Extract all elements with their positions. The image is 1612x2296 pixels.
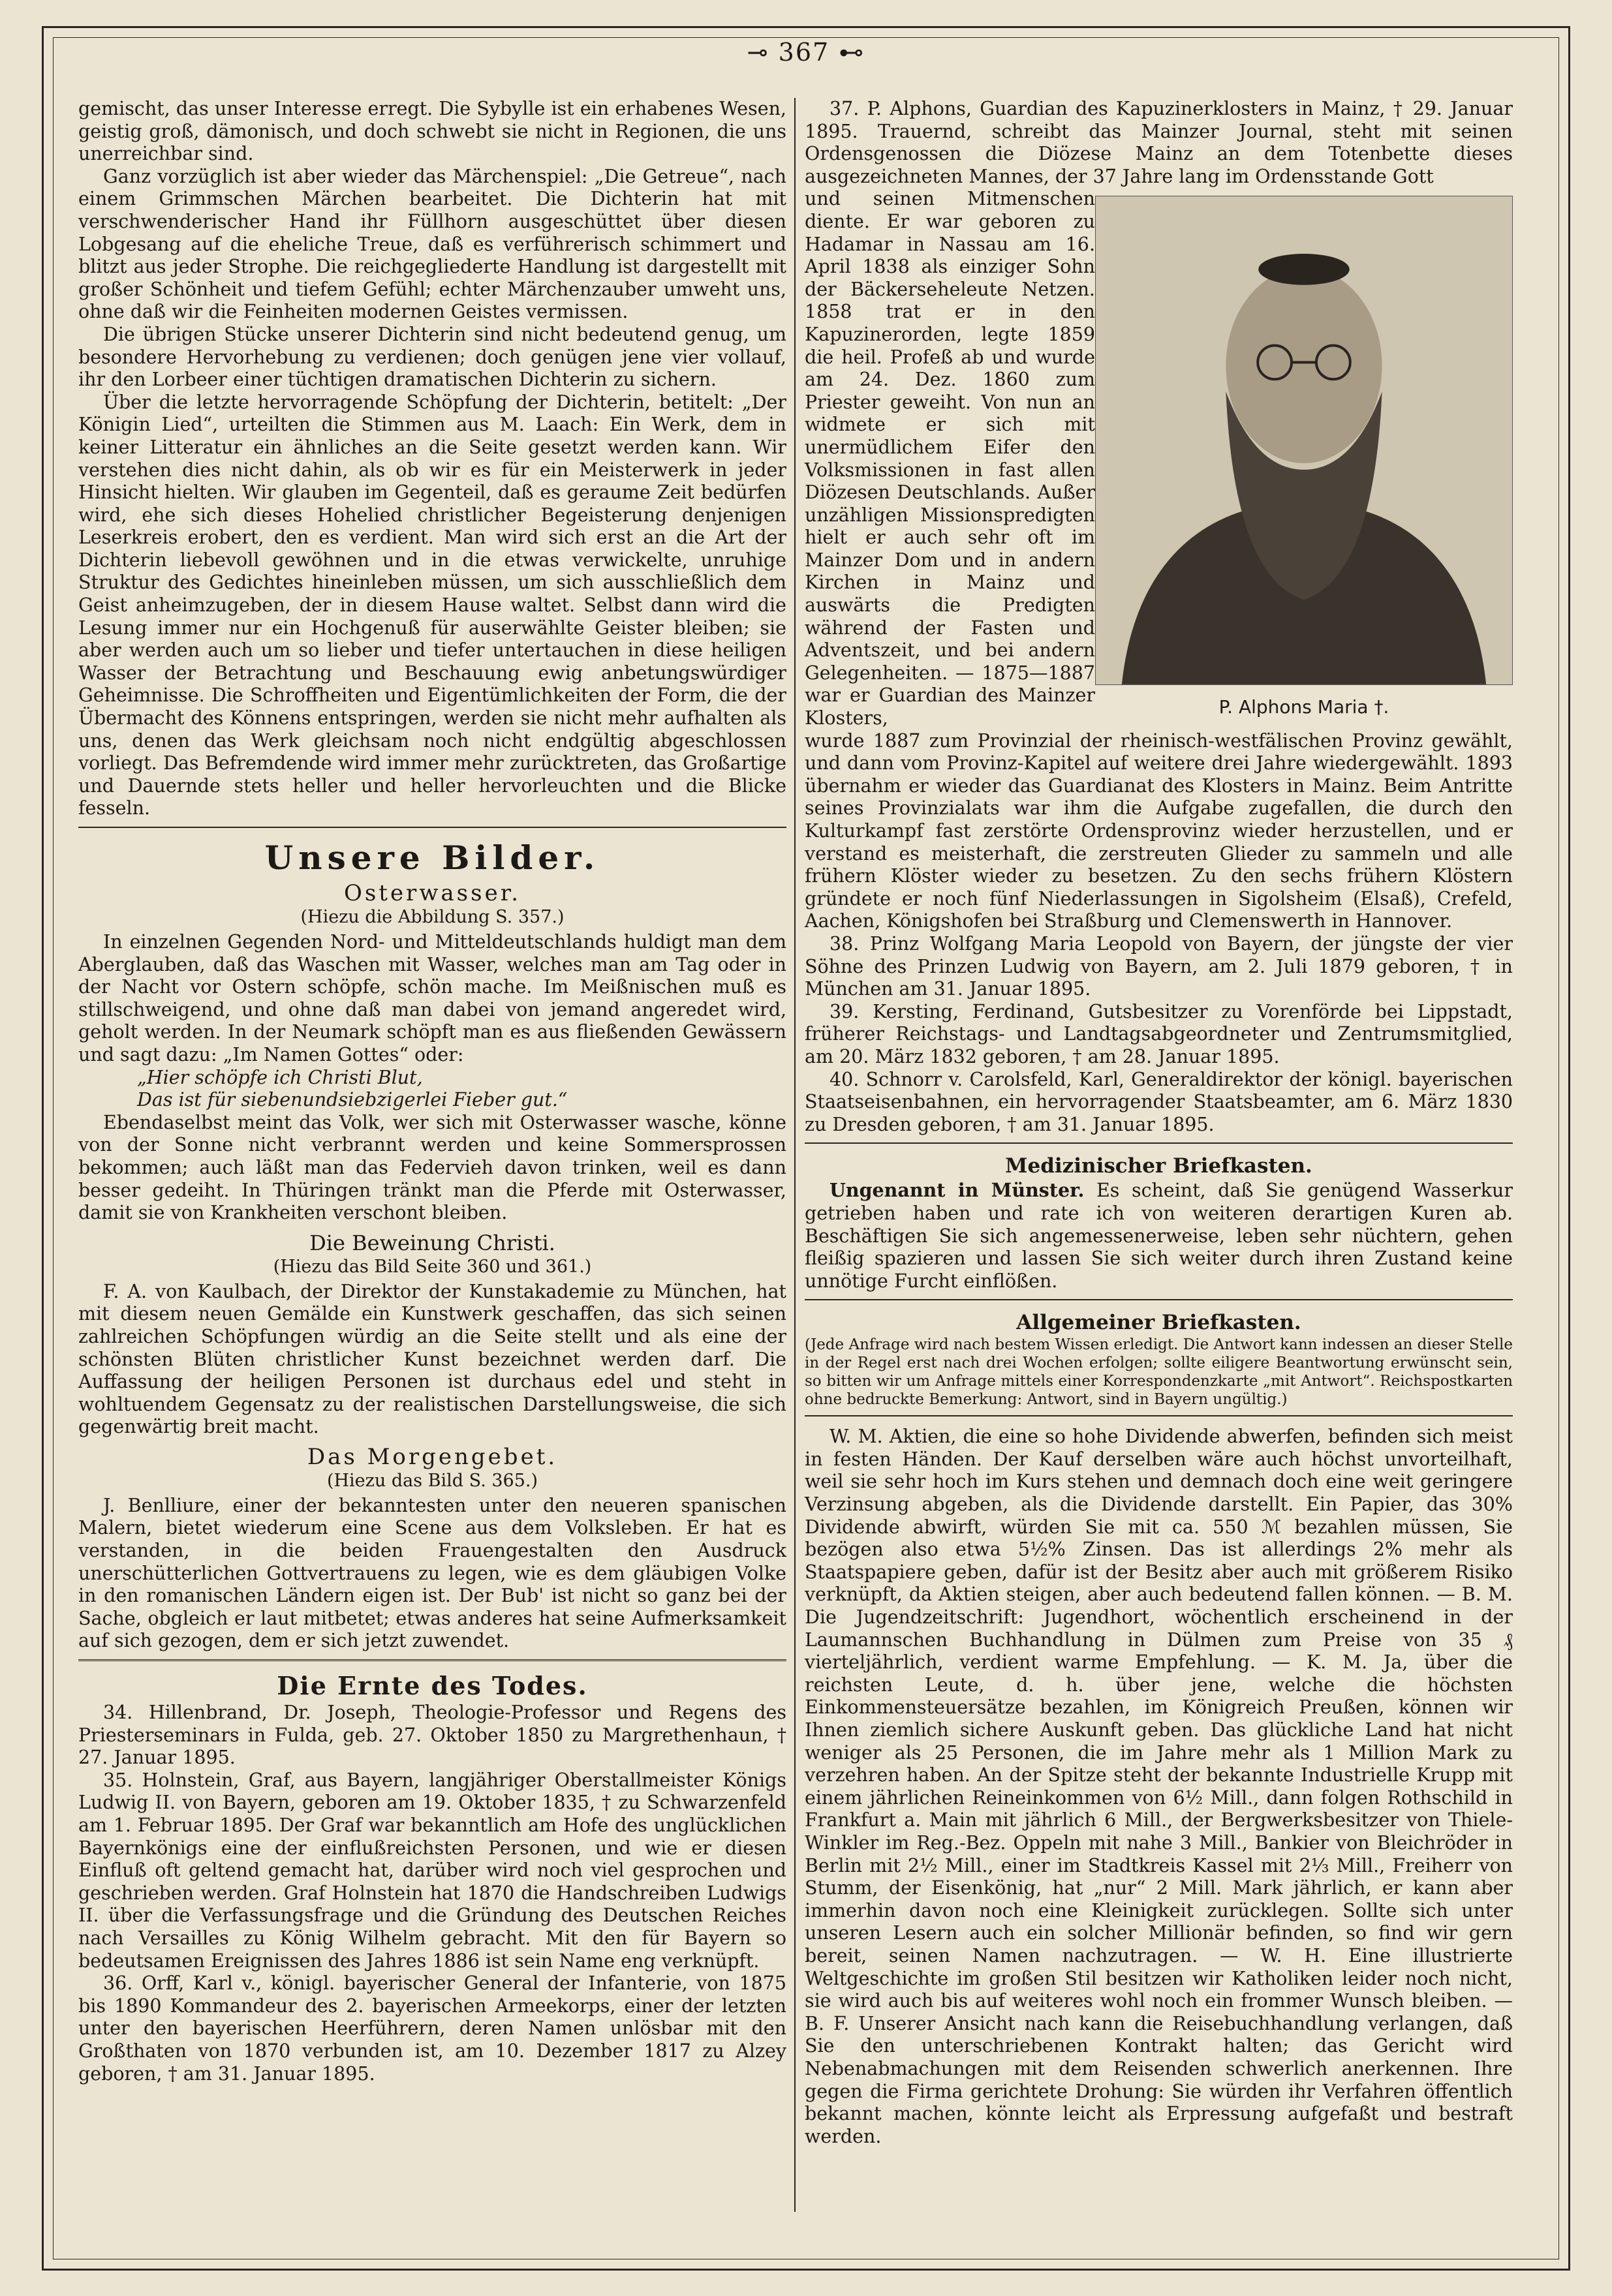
letterbox-replies: W. M. Aktien, die eine so hohe Dividende abwerfen, befinden sich meist in festen Händen. Der Kauf derselben wäre auch höchst unvorteilhaft, weil sie sehr hoch im Kurs stehen und demnach doch eine weit geringere Verzinsung abgeben, als die Dividende darstellt. Ein Papier, das 30% Dividende abwirft, würden Sie mit ca. 550 ℳ bezahlen müssen, Sie bezögen also etwa 5½% Zinsen. Das ist allerdings 2% mehr als Staatspapiere geben, dafür ist der Besitz aber auch mit größerem Risiko verknüpft, da Aktien steigen, aber auch bedeutend fallen können. — B. M. Die Jugendzeitschrift: Jugendhort, wöchentlich erscheinend in der Laumannschen Buchhandlung in Dülmen zum Preise von 35 ₰ vierteljährlich, verdient warme Empfehlung. — K. M. Ja, über die reichsten Leute, d. h. über jene, welche die höchsten Einkommensteuersätze bezahlen, im Königreich Preußen, können wir Ihnen ziemlich sichere Auskunft geben. Das glückliche Land hat nicht weniger als 25 Personen, die im Jahre mehr als 1 Million Mark zu verzehren haben. An der Spitze steht der bekannte Industrielle Krupp mit einem jährlichen Reineinkommen von 6½ Mill., dann folgen Rothschild in Frankfurt a. Main mit jährlich 6 Mill., der Bergwerksbesitzer von Thiele-Winkler im Reg.-Bez. Oppeln mit nahe 3 Mill., Bankier von Bleichröder in Berlin mit 2½ Mill., einer im Stadtkreis Kassel mit 2⅓ Mill., Freiherr von Stumm, der Eisenkönig, hat „nur“ 2 Mill. Mark jährlich, er kann aber immerhin davon noch eine Kleinigkeit zurücklegen. Sollte sich unter unseren Lesern auch ein solcher Millionär befinden, so find wir gern bereit, seinen Namen nachzutragen. — W. H. Eine illustrierte Weltgeschichte im großen Stil besitzen wir Katholiken leider noch nicht, sie wird auch bis auf weiteres wohl noch ein frommer Wunsch bleiben. — B. F. Unserer Ansicht nach kann die Reisebuchhandlung verlangen, daß Sie den unterschriebenen Kontrakt halten; das Gericht wird Nebenabmachungen mit dem Reisenden schwerlich anerkennen. Ihre gegen die Firma gerichtete Drohung: Sie würden ihr Verfahren öffentlich bekannt machen, könnte leicht als Erpressung aufgefaßt und bestraft werden. bbox=[805, 1426, 1513, 2147]
page-number bbox=[0, 38, 1612, 67]
paragraph: Die übrigen Stücke unserer Dichterin sind nicht bedeutend genug, um besondere Hervorhebung zu verdienen; doch genügen jene vier vollauf, ihr den Lorbeer einer tüchtigen dramatischen Dichterin zu sichern. bbox=[78, 323, 786, 391]
portrait-image bbox=[1095, 196, 1513, 685]
column-divider bbox=[794, 98, 796, 2212]
letterbox-note: (Jede Anfrage wird nach bestem Wissen erledigt. Die Antwort kann indessen an dieser Stelle in der Regel erst nach drei Wochen erfolgen; sollte eiligere Beantwortung erwünscht sein, so bitten wir um Anfrage mittels einer Korrespondenzkarte „mit Antwort“. Reichspostkarten ohne bedruckte Bemerkung: Antwort, sind in Bayern ungültig.) bbox=[805, 1336, 1513, 1409]
obituary-entry: 35. Holnstein, Graf, aus Bayern, langjähriger Oberstallmeister Königs Ludwig II. von Bayern, geboren am 19. Oktober 1835, † zu Schwarzenfeld am 1. Februar 1895. Der Graf war bekanntlich am Hofe des unglücklichen Bayernkönigs eine der einflußreichsten Personen, und wie er diesen Einfluß oft geltend gemacht hat, darüber wird noch viel gesprochen und geschrieben werden. Graf Holnstein hat 1870 die Handschreiben Ludwigs II. über die Verfassungsfrage und die Gründung des Deutschen Reiches nach Versailles zu König Wilhelm gebracht. Mit den für Bayern so bedeutsamen Ereignissen des Jahres 1886 ist sein Name eng verknüpft. bbox=[78, 1769, 786, 1972]
paragraph: Ganz vorzüglich ist aber wieder das Märchenspiel: „Die Getreue“, nach einem Grimmschen Märchen bearbeitet. Die Dichterin hat mit verschwenderischer Hand ihr Füllhorn ausgeschüttet über diesen Lobgesang auf die eheliche Treue, daß es verführerisch schimmert und blitzt aus jeder Strophe. Die reichgegliederte Handlung ist dargestellt mit großer Schönheit und tiefem Gefühl; echter Märchenzauber umweht uns, ohne daß wir die Feinheiten modernen Geistes vermissen. bbox=[78, 165, 786, 323]
article-title-osterwasser: Osterwasser. bbox=[343, 880, 521, 906]
right-column bbox=[805, 98, 1513, 2148]
section-title-medizinischer-briefkasten: Medizinischer Briefkasten. bbox=[1005, 1154, 1312, 1178]
section-title-unsere-bilder: Unsere Bilder. bbox=[264, 838, 600, 877]
paragraph: F. A. von Kaulbach, der Direktor der Kunstakademie zu München, hat mit diesem neuen Gemälde ein Kunstwerk geschaffen, das sich seinen zahlreichen Schöpfungen würdig an die Seite stellt und als eine der schönsten Blüten christlicher Kunst bezeichnet werden darf. Die Auffassung der heiligen Personen ist durchaus edel und steht in wohltuendem Gegensatz zu der realistischen Darstellungsweise, die sich gegenwärtig breit macht. bbox=[78, 1280, 786, 1438]
left-column bbox=[78, 98, 786, 2085]
folio-ornament-right: ⊷ bbox=[839, 38, 865, 67]
section-title-allgemeiner-briefkasten: Allgemeiner Briefkasten. bbox=[1016, 1311, 1301, 1335]
obituary-entry: 36. Orff, Karl v., königl. bayerischer General der Infanterie, von 1875 bis 1890 Kommandeur des 2. bayerischen Armeekorps, einer der letzten unter den bayerischen Heerführern, deren Namen unlösbar mit den Großthaten von 1870 verbunden ist, am 10. Dezember 1817 zu Alzey geboren, † am 31. Januar 1895. bbox=[78, 1972, 786, 2085]
verse-line: „Hier schöpfe ich Christi Blut, bbox=[137, 1066, 423, 1088]
illustration-note: (Hiezu die Abbildung S. 357.) bbox=[300, 907, 565, 927]
paragraph: In einzelnen Gegenden Nord- und Mitteldeutschlands huldigt man dem Aberglauben, daß das Waschen mit Wasser, welches man am Tag oder in der Nacht vor Ostern schöpfe, schön mache. Im Meißnischen muß es stillschweigend, und ohne daß man dabei von jemand angeredet wird, geholt werden. In der Neumark schöpft man es aus fließenden Gewässern und sagt dazu: „Im Namen Gottes“ oder: bbox=[78, 931, 786, 1065]
obituary-entry: 37. P. Alphons, Guardian des Kapuzinerklosters in Mainz, † 29. Januar 1895. Trauernd, schreibt das Mainzer Journal, steht mit seinen Ordensgenossen die Diözese Mainz an dem Totenbette dieses ausgezeichneten Mannes, der 37 Jahre lang im Ordensstande Gott bbox=[805, 98, 1513, 187]
verse-line: Das ist für siebenundsiebzigerlei Fieber gut.“ bbox=[137, 1089, 568, 1111]
section-rule bbox=[805, 1142, 1513, 1144]
folio-ornament-left: ⊸ bbox=[747, 38, 769, 67]
portrait-figure bbox=[1095, 188, 1513, 718]
illustration-note: (Hiezu das Bild S. 365.) bbox=[326, 1470, 538, 1491]
letterbox-reply: Es scheint, daß Sie genügend Wasserkur getrieben haben und rate ich von weiteren derartigen Kuren ab. Beschäftigen Sie sich angemessenerweise, leben sehr nüchtern, gehen fleißig spazieren und lassen Sie sich weiter durch ihren Zustand keine unnötige Furcht einflößen. bbox=[805, 1180, 1513, 1292]
paragraph: gemischt, das unser Interesse erregt. Die Sybylle ist ein erhabenes Wesen, geistig groß, dämonisch, und doch schwebt sie nicht in Regionen, die uns unerreichbar sind. bbox=[78, 98, 786, 165]
article-title-morgengebet: Das Morgengebet. bbox=[307, 1443, 558, 1470]
section-title-ernte: Die Ernte des Todes. bbox=[277, 1671, 588, 1701]
obituary-entry: 40. Schnorr v. Carolsfeld, Karl, Generaldirektor der königl. bayerischen Staatseisenbahnen, ein hervorragender Staatsbeamter, am 6. März 1830 zu Dresden geboren, † am 31. Januar 1895. bbox=[805, 1068, 1513, 1135]
obituary-entry-continued: wurde 1887 zum Provinzial der rheinisch-westfälischen Provinz gewählt, und dann vom Provinz-Kapitel auf weitere drei Jahre wiedergewählt. 1893 übernahm er wieder das Guardianat des Klosters in Mainz. Beim Antritte seines Provinzialats war ihm die Aufgabe zugefallen, die durch den Kulturkampf fast zerstörte Ordensprovinz wieder herzustellen, und er verstand es meisterhaft, die zerstreuten Glieder zu sammeln und alle frühern Klöster wieder zu besetzen. Zu den sechs frühern Klöstern gründete er noch fünf Niederlassungen in Sigolsheim (Elsaß), Crefeld, Aachen, Königshofen bei Straßburg und Clemenswerth in Hannover. bbox=[805, 729, 1513, 932]
obituary-entry: 39. Kersting, Ferdinand, Gutsbesitzer zu Vorenförde bei Lippstadt, früherer Reichstags- und Landtagsabgeordneter und Zentrumsmitglied, am 20. März 1832 geboren, † am 28. Januar 1895. bbox=[805, 1000, 1513, 1067]
paragraph: Ebendaselbst meint das Volk, wer sich mit Osterwasser wasche, könne von der Sonne nicht verbrannt werden und keine Sommersprossen bekommen; auch läßt man das Federvieh davon trinken, weil es dann besser gedeiht. In Thüringen tränkt man die Pferde mit Osterwasser, damit sie von Krankheiten verschont bleiben. bbox=[78, 1111, 786, 1224]
portrait-caption: P. Alphons Maria †. bbox=[1218, 696, 1389, 718]
obituary-entry: 38. Prinz Wolfgang Maria Leopold von Bayern, der jüngste der vier Söhne des Prinzen Ludwig von Bayern, am 2. Juli 1879 geboren, † in München am 31. Januar 1895. bbox=[805, 932, 1513, 1000]
section-rule bbox=[78, 827, 786, 828]
illustration-note: (Hiezu das Bild Seite 360 und 361.) bbox=[273, 1256, 592, 1277]
obituary-entry: 34. Hillenbrand, Dr. Joseph, Theologie-Professor und Regens des Priesterseminars in Fulda, geb. 27. Oktober 1850 zu Margrethenhaun, † 27. Januar 1895. bbox=[78, 1702, 786, 1769]
section-rule bbox=[805, 1299, 1513, 1300]
paragraph: Über die letzte hervorragende Schöpfung der Dichterin, betitelt: „Der Königin Lied“, urteilten die Stimmen aus M. Laach: Ein Werk, dem in keiner Litteratur ein ähnliches an die Seite gesetzt werden kann. Wir verstehen dies nicht dahin, als ob wir es für ein Meisterwerk in jeder Hinsicht hielten. Wir glauben im Gegenteil, daß es geraume Zeit bedürfen wird, ehe sich dieses Hohelied christlicher Begeisterung denjenigen Leserkreis erobert, den es verdient. Man wird sich erst an die Art der Dichterin liebevoll gewöhnen und in die etwas verwickelte, unruhige Struktur des Gedichtes hineinleben müssen, um sich ausschließlich dem Geist anheimzugeben, der in diesem Hause waltet. Selbst dann wird die Lesung immer nur ein Hochgenuß für auserwählte Geister bleiben; sie aber werden auch um so lieber und tiefer untertauchen in diese heiligen Wasser der Betrachtung und Beschauung ewig anbetungswürdiger Geheimnisse. Die Schroffheiten und Eigentümlichkeiten der Form, die der Übermacht des Könnens entspringen, werden sie nicht mehr aufhalten als uns, denen das Werk gleichsam noch nicht endgültig abgeschlossen vorliegt. Das Befremdende wird immer mehr zurücktreten, das Großartige und Dauernde stets heller und heller hervorleuchten und die Blicke fesseln. bbox=[78, 391, 786, 819]
paragraph: J. Benlliure, einer der bekanntesten unter den neueren spanischen Malern, bietet wiederum eine Scene aus dem Volksleben. Er hat es verstanden, in die beiden Frauengestalten den Ausdruck unerschütterlichen Gottvertrauens zu legen, wie es dem gläubigen Volke in den romanischen Ländern eigen ist. Der Bub' ist nicht so ganz bei der Sache, obgleich er laut mitbetet; etwas anderes hat seine Aufmerksamkeit auf sich gezogen, dem er sich jetzt zuwendet. bbox=[78, 1494, 786, 1652]
section-rule bbox=[805, 1415, 1513, 1416]
article-title-beweinung: Die Beweinung Christi. bbox=[309, 1230, 555, 1255]
section-rule bbox=[78, 1659, 786, 1661]
letterbox-addressee: Ungenannt in Münster. bbox=[829, 1179, 1085, 1202]
letterbox-entry bbox=[805, 1179, 1513, 1293]
obituary-entry-continued: und seinen Mitmenschen diente. Er war geboren zu Hadamar in Nassau am 16. April 1838 als einziger Sohn der Bäckerseheleute Netzen. 1858 trat er in den Kapuzinerorden, legte 1859 die heil. Profeß ab und wurde am 24. Dez. 1860 zum Priester geweiht. Von nun an widmete er sich mit unermüdlichem Eifer den Volksmissionen in fast allen Diözesen Deutschlands. Außer unzähligen Missionspredigten hielt er auch sehr oft im Mainzer Dom und in andern Kirchen in Mainz und auswärts die Predigten während der Fasten und Adventszeit, und bei andern Gelegenheiten. — 1875—1887 war er Guardian des Mainzer Klosters, bbox=[805, 188, 1095, 729]
folio-number: 367 bbox=[778, 38, 830, 67]
